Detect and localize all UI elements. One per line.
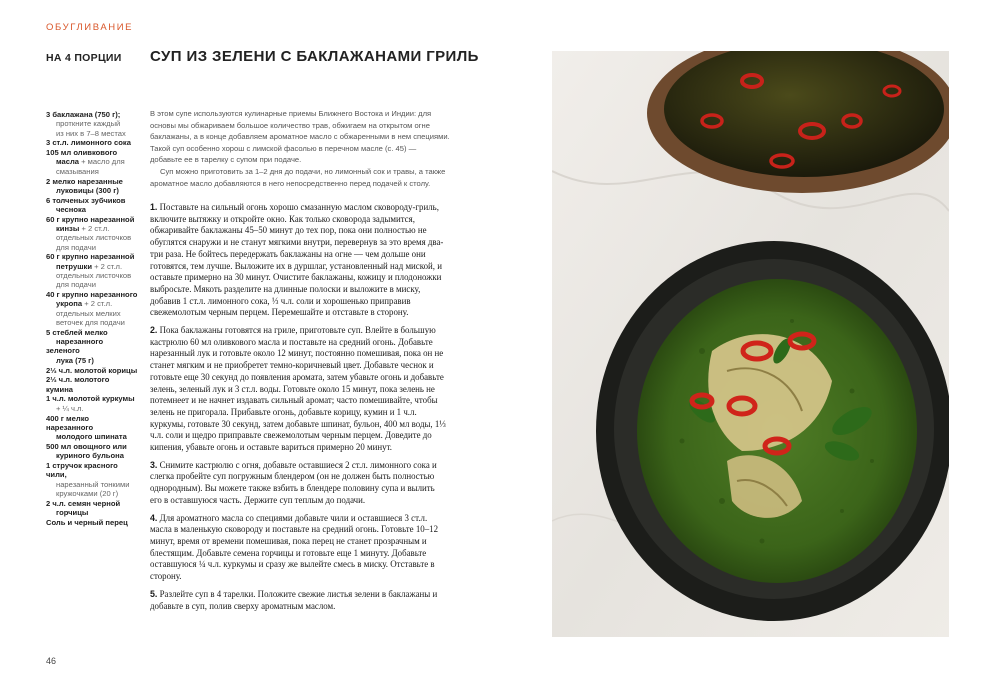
ingredient-note: отдельных листочков bbox=[56, 271, 132, 281]
ingredient-note: проткните каждый bbox=[56, 119, 121, 129]
ingredient-name: кинзы bbox=[56, 224, 80, 234]
ingredient-name: луковицы (300 г) bbox=[56, 185, 119, 195]
ingredient-name: 3 баклажана (750 г); bbox=[46, 110, 121, 119]
step-text: Снимите кастрюлю с огня, добавьте оставшиеся 2 ст.л. лимонного сока и слегка пробейте суп погружным блендером (он не должен быть полностью однородным). Вы можете также взбить в блендере половину супа и вылить его в оставшуюся часть. Держите суп теплым до подачи. bbox=[150, 459, 437, 505]
ingredient-item bbox=[46, 461, 138, 498]
ingredient-note: для подачи bbox=[56, 280, 96, 290]
ingredient-note: веточек для подачи bbox=[56, 318, 125, 328]
ingredient-item bbox=[46, 414, 138, 442]
recipe-step bbox=[150, 202, 448, 319]
ingredient-item bbox=[46, 215, 138, 252]
ingredient-item bbox=[46, 196, 138, 215]
ingredient-note: смазывания bbox=[56, 166, 99, 176]
ingredient-item bbox=[46, 366, 138, 375]
ingredient-note: кружочками (20 г) bbox=[56, 488, 119, 498]
ingredient-item bbox=[46, 394, 138, 413]
ingredients-list bbox=[46, 110, 138, 528]
ingredient-name: 2 ч.л. семян черной bbox=[46, 498, 121, 508]
ingredient-item bbox=[46, 499, 138, 518]
ingredient-name: 2 мелко нарезанные bbox=[46, 176, 123, 186]
ingredient-name: 105 мл оливкового bbox=[46, 148, 118, 158]
ingredient-item bbox=[46, 518, 138, 527]
intro-paragraph: Суп можно приготовить за 1–2 дня до подачи, но лимонный сок и травы, а также ароматное масло добавляются в него непосредственно перед подачей к столу. bbox=[150, 166, 446, 188]
ingredient-name: 60 г крупно нарезанной bbox=[46, 214, 135, 224]
ingredient-name: Соль и черный перец bbox=[46, 517, 128, 527]
step-number: 5. bbox=[150, 588, 158, 599]
step-text: Разлейте суп в 4 тарелки. Положите свежие листья зелени в баклажаны и добавьте в суп, полив сверху ароматным маслом. bbox=[150, 588, 438, 611]
ingredient-name: 400 г мелко нарезанного bbox=[46, 413, 94, 432]
ingredient-name: масла bbox=[56, 157, 80, 167]
ingredient-note: отдельных мелких bbox=[56, 308, 121, 318]
ingredient-item bbox=[46, 110, 138, 138]
ingredient-name: куриного бульона bbox=[56, 451, 124, 461]
recipe-step bbox=[150, 513, 448, 583]
ingredient-note: нарезанный тонкими bbox=[56, 479, 130, 489]
ingredient-name: 40 г крупно нарезанного bbox=[46, 290, 138, 300]
ingredient-item bbox=[46, 375, 138, 394]
ingredient-item bbox=[46, 177, 138, 196]
ingredient-name: молодого шпината bbox=[56, 432, 127, 442]
ingredient-note: отдельных листочков bbox=[56, 233, 132, 243]
recipe-step bbox=[150, 460, 448, 507]
ingredient-item bbox=[46, 138, 138, 147]
ingredient-name: 6 толченых зубчиков bbox=[46, 195, 126, 205]
ingredient-note: + масло для bbox=[81, 157, 125, 167]
ingredient-note: + 2 ст.л. bbox=[81, 224, 110, 234]
ingredient-name: нарезанного зеленого bbox=[46, 337, 104, 356]
ingredient-note: из них в 7–8 местах bbox=[56, 128, 126, 138]
section-label: ОБУГЛИВАНИЕ bbox=[46, 22, 134, 33]
ingredient-item bbox=[46, 252, 138, 289]
ingredient-name: лука (75 г) bbox=[56, 355, 94, 365]
servings-label: НА 4 ПОРЦИИ bbox=[46, 52, 122, 64]
recipe-intro bbox=[150, 108, 450, 189]
intro-paragraph: В этом супе используются кулинарные приемы Ближнего Востока и Индии: для основы мы обжариваем большое количество трав, обжигаем на открытом огне баклажаны, а в конце добавляем ароматное масло с обжаренными в нем специями. Такой суп особенно хорош с лимской фасолью в перечном масле (с. 45) — добавьте ее в тарелку с супом при подаче. bbox=[150, 109, 450, 165]
ingredient-item bbox=[46, 290, 138, 327]
ingredient-item bbox=[46, 148, 138, 176]
recipe-title: СУП ИЗ ЗЕЛЕНИ С БАКЛАЖАНАМИ ГРИЛЬ bbox=[150, 48, 479, 65]
ingredient-note: + 2 ст.л. bbox=[84, 299, 113, 309]
soup-bowl bbox=[596, 241, 949, 621]
ingredient-name: 500 мл овощного или bbox=[46, 441, 127, 451]
ingredient-note: для подачи bbox=[56, 242, 96, 252]
ingredient-name: 60 г крупно нарезанной bbox=[46, 252, 135, 262]
soup-photo bbox=[552, 51, 949, 637]
ingredient-note: + 2 ст.л. bbox=[94, 261, 123, 271]
ingredient-name: укропа bbox=[56, 299, 83, 309]
ingredient-name: 1 ч.л. молотой куркумы bbox=[46, 394, 135, 404]
ingredient-name: горчицы bbox=[56, 507, 89, 517]
ingredient-name: 2⅓ ч.л. молотой корицы bbox=[46, 365, 138, 375]
step-number: 3. bbox=[150, 459, 158, 470]
ingredient-item bbox=[46, 442, 138, 461]
ingredient-name: чеснока bbox=[56, 204, 87, 214]
ingredient-name: петрушки bbox=[56, 261, 92, 271]
ingredient-name: 1 стручок красного чили, bbox=[46, 460, 118, 480]
step-number: 2. bbox=[150, 325, 158, 336]
step-text: Пока баклажаны готовятся на гриле, приготовьте суп. Влейте в большую кастрюлю 60 мл оливкового масла и поставьте на средний огонь. Добавьте нарезанный лук и готовьте около 12 минут, постоянно помешивая, пока он не станет мягким и не приобретет темно-коричневый цвет. Добавьте чеснок и готовьте еще 30 секунд до появления аромата, затем убавьте огонь и добавьте зелень, зеленый лук и 3 ст.л. воды. Готовьте около 15 минут, пока зелень не потемнеет и не начнет издавать сильный аромат; часто помешивайте, чтобы зелень не пригорала. Прибавьте огонь, добавьте корицу, кумин и 1 ч.л. куркумы, готовьте 30 секунд, затем добавьте шпинат, бульон, 400 мл воды, 1⅓ ч.л. соли и щедро приправьте свежемолотым черным перцем. Доведите до кипения, убавьте огонь и оставьте вариться примерно 20 минут. bbox=[150, 325, 446, 453]
step-text: Поставьте на сильный огонь хорошо смазанную маслом сковороду-гриль, включите вытяжку и откройте окно. Как только сковорода задымится, обжаривайте баклажаны 45–50 минут до тех пор, пока они полностью не обуглятся снаружи и не станут мягкими внутри, перевернув за это время два-три раза. Не бойтесь передержать баклажаны на огне — чем дольше они готовятся, тем лучше. Выложите их в дуршлаг, установленный над миской, и оставьте примерно на 30 минут. Очистите баклажаны, кожицу и плодоножки выбросьте. Мякоть разделите на длинные полоски и выложите в миску, добавив 1 ст.л. лимонного сока, ⅓ ч.л. соли и хорошенько приправив свежемолотым черным перцем. Перемешайте и отставьте в сторону. bbox=[150, 202, 444, 318]
ingredient-item bbox=[46, 328, 138, 365]
recipe-step bbox=[150, 325, 448, 454]
ingredient-name: 2⅓ ч.л. молотого кумина bbox=[46, 375, 110, 394]
step-text: Для ароматного масла со специями добавьте чили и оставшиеся 3 ст.л. масла в маленькую сковороду и поставьте на средний огонь. Готовьте 10–12 минут, время от времени помешивая, пока перец не станет прозрачным и блестящим. Добавьте семена горчицы и готовьте еще 1 минуту. Добавьте оставшуюся ¼ ч.л. куркумы и сразу же вылейте смесь в миску. Отставьте в сторону. bbox=[150, 512, 439, 582]
ingredient-note: + ¼ ч.л. bbox=[56, 403, 84, 413]
ingredient-name: 5 стеблей мелко bbox=[46, 327, 108, 337]
recipe-step bbox=[150, 589, 448, 612]
step-number: 4. bbox=[150, 512, 158, 523]
recipe-steps bbox=[150, 202, 448, 618]
page-number: 46 bbox=[46, 656, 57, 666]
step-number: 1. bbox=[150, 202, 158, 212]
ingredient-name: 3 ст.л. лимонного сока bbox=[46, 138, 131, 148]
